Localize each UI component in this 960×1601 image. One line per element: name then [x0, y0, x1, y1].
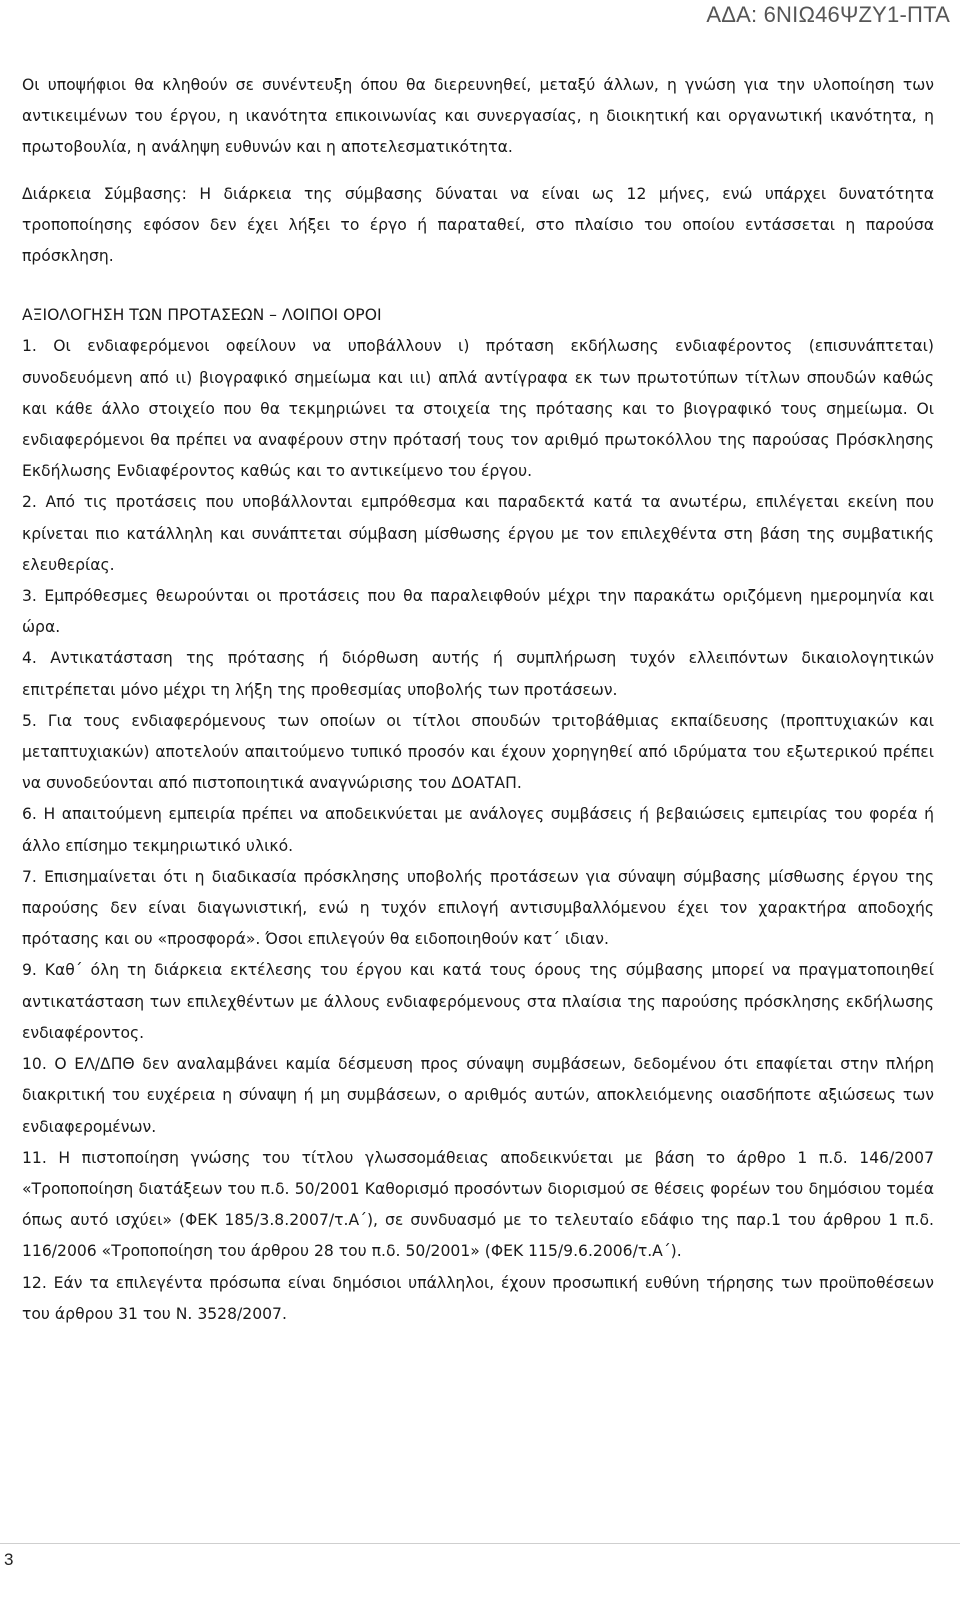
term-item-7: 7. Επισημαίνεται ότι η διαδικασία πρόσκλησης υποβολής προτάσεων για σύναψη σύμβασης μίσθωσης έργου της παρούσης δεν είναι διαγωνιστική, ενώ η τυχόν επιλογή αντισυμβαλλόμενου έχει τον χαρακτήρα αποδοχής πρότασης και ου «προσφορά». Όσοι επιλεγούν θα ειδοποιηθούν κατ΄ ιδιαν. — [22, 867, 934, 949]
term-item-6: 6. Η απαιτούμενη εμπειρία πρέπει να αποδεικνύεται με ανάλογες συμβάσεις ή βεβαιώσεις εμπειρίας του φορέα ή άλλο επίσημο τεκμηριωτικό υλικό. — [22, 805, 934, 855]
intro-paragraph: Οι υποψήφιοι θα κληθούν σε συνέντευξη όπου θα διερευνηθεί, μεταξύ άλλων, η γνώση για την υλοποίηση των αντικειμένων του έργου, η ικανότητα επικοινωνίας και συνεργασίας, η διοικητική και οργανωτική ικανότητα, η πρωτοβουλία, η ανάληψη ευθυνών και η αποτελεσματικότητα. — [22, 76, 934, 157]
document-body — [22, 70, 934, 1330]
term-item-11: 11. Η πιστοποίηση γνώσης του τίτλου γλωσσομάθειας αποδεικνύεται με βάση το άρθρο 1 π.δ. 146/2007 «Τροποποίηση διατάξεων του π.δ. 50/2001 Καθορισμό προσόντων διορισμού σε θέσεις φορέων του δημόσιου τομέα όπως αυτό ισχύει» (ΦΕΚ 185/3.8.2007/τ.Α΄), σε συνδυασμό με το τελευταίο εδάφιο της παρ.1 του άρθρου 1 π.δ. 116/2006 «Τροποποίηση του άρθρου 28 του π.δ. 50/2001» (ΦΕΚ 115/9.6.2006/τ.Α΄). — [22, 1148, 934, 1261]
term-item-4: 4. Αντικατάσταση της πρότασης ή διόρθωση αυτής ή συμπλήρωση τυχόν ελλειπόντων δικαιολογητικών επιτρέπεται μόνο μέχρι τη λήξη της προθεσμίας υποβολής των προτάσεων. — [22, 649, 934, 699]
term-item-3: 3. Εμπρόθεσμες θεωρούνται οι προτάσεις που θα παραλειφθούν μέχρι την παρακάτω οριζόμενη ημερομηνία και ώρα. — [22, 587, 934, 637]
page-number: 3 — [4, 1550, 14, 1569]
term-item-5: 5. Για τους ενδιαφερόμενους των οποίων οι τίτλοι σπουδών τριτοβάθμιας εκπαίδευσης (προπτυχιακών και μεταπτυχιακών) αποτελούν απαιτούμενο τυπικό προσόν και έχουν χορηγηθεί από ιδρύματα του εξωτερικού πρέπει να συνοδεύονται από πιστοποιητικά αναγνώρισης του ΔΟΑΤΑΠ. — [22, 711, 934, 793]
term-item-10: 10. Ο ΕΛ/ΔΠΘ δεν αναλαμβάνει καμία δέσμευση προς σύναψη συμβάσεων, δεδομένου ότι επαφίεται στην πλήρη διακριτική του ευχέρεια η σύναψη ή μη συμβάσεων, ο αριθμός αυτών, αποκλειόμενης οιασδήποτε αξιώσεως των ενδιαφερομένων. — [22, 1055, 934, 1136]
term-item-9: 9. Καθ΄ όλη τη διάρκεια εκτέλεσης του έργου και κατά τους όρους της σύμβασης μπορεί να πραγματοποιηθεί αντικατάσταση των επιλεχθέντων με άλλους ενδιαφερόμενους στα πλαίσια της παρούσης πρόσκλησης εκδήλωσης ενδιαφέροντος. — [22, 961, 934, 1042]
footer-divider — [0, 1543, 960, 1544]
term-item-1: 1. Οι ενδιαφερόμενοι οφείλουν να υποβάλλουν ι) πρόταση εκδήλωσης ενδιαφέροντος (επισυνάπτεται) συνοδευόμενη από ιι) βιογραφικό σημείωμα και ιιι) απλά αντίγραφα εκ των πρωτοτύπων τίτλων σπουδών καθώς και κάθε άλλο στοιχείο που θα τεκμηριώνει τα στοιχεία της πρότασης και το βιογραφικό τους σημείωμα. Οι ενδιαφερόμενοι θα πρέπει να αναφέρουν στην πρότασή τους τον αριθμό πρωτοκόλλου της παρούσας Πρόσκλησης Εκδήλωσης Ενδιαφέροντος καθώς και το αντικείμενο του έργου. — [22, 337, 934, 481]
term-item-2: 2. Από τις προτάσεις που υποβάλλονται εμπρόθεσμα και παραδεκτά κατά τα ανωτέρω, επιλέγεται εκείνη που κρίνεται πιο κατάλληλη και συνάπτεται σύμβαση μίσθωσης έργου με τον επιλεχθέντα στη βάση της συμβατικής ελευθερίας. — [22, 493, 934, 574]
section-title: ΑΞΙΟΛΟΓΗΣΗ ΤΩΝ ΠΡΟΤΑΣΕΩΝ – ΛΟΙΠΟΙ ΟΡΟΙ — [22, 306, 382, 325]
contract-duration-paragraph: Διάρκεια Σύμβασης: Η διάρκεια της σύμβασης δύναται να είναι ως 12 μήνες, ενώ υπάρχει δυνατότητα τροποποίησης εφόσον δεν έχει λήξει το έργο ή παραταθεί, στο πλαίσιο του οποίου εντάσσεται η παρούσα πρόσκληση. — [22, 184, 934, 266]
ada-code: ΑΔΑ: 6ΝΙΩ46ΨΖΥ1-ΠΤΑ — [706, 2, 950, 27]
term-item-12: 12. Εάν τα επιλεγέντα πρόσωπα είναι δημόσιοι υπάλληλοι, έχουν προσωπική ευθύνη τήρησης των προϋποθέσεων του άρθρου 31 του Ν. 3528/2007. — [22, 1273, 934, 1323]
